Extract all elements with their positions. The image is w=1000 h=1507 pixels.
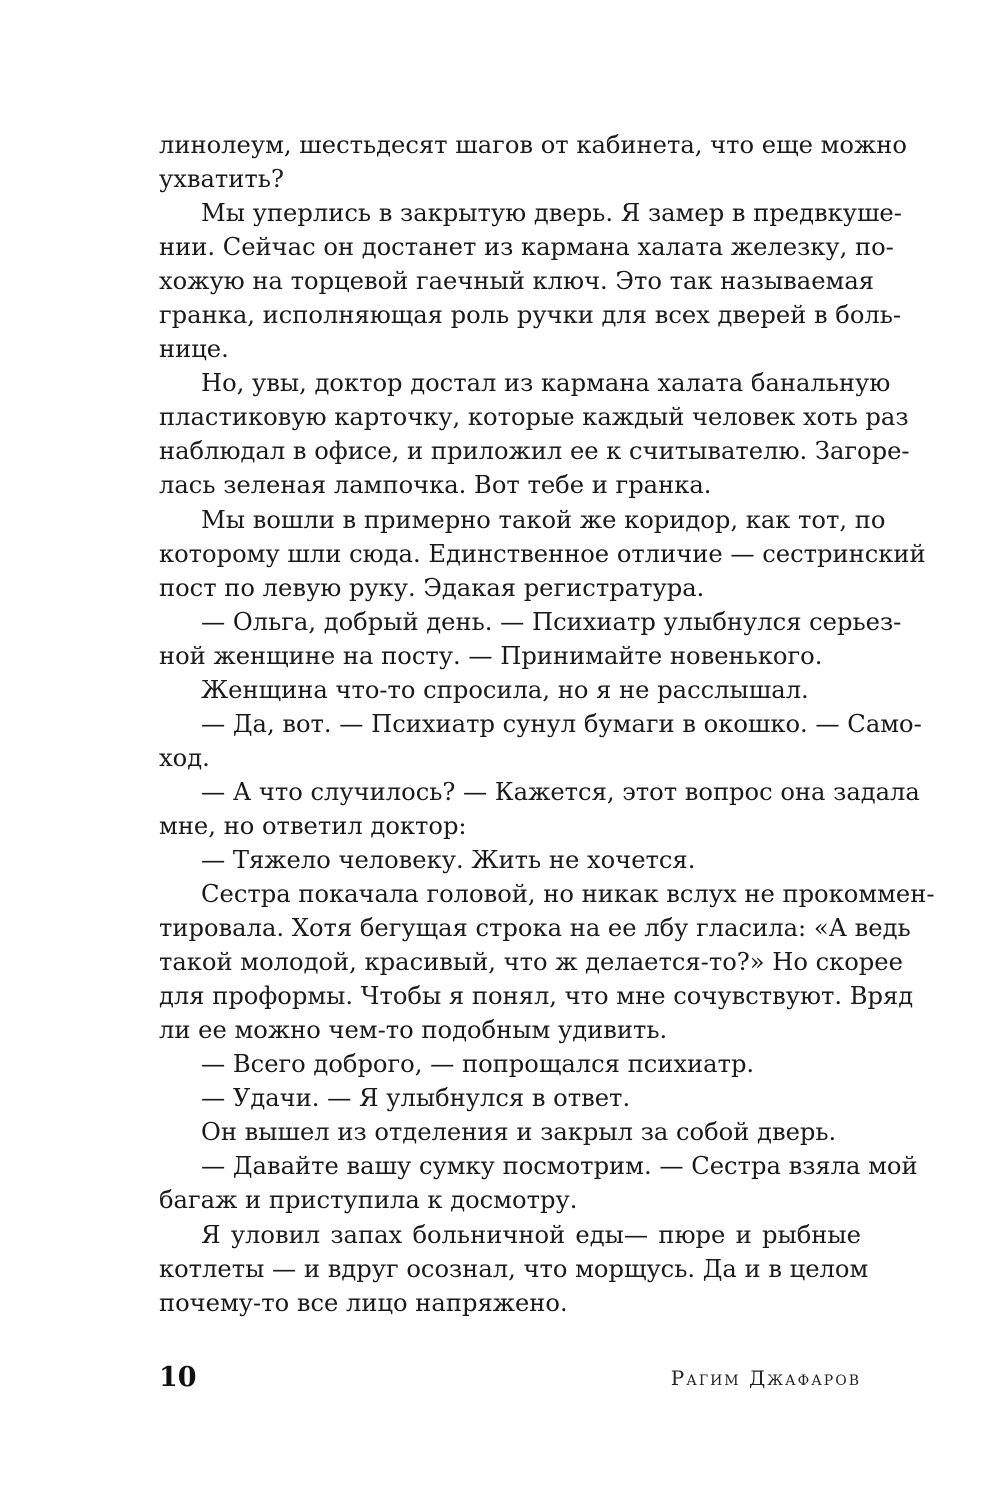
text-line: котлеты — и вдруг осознал, что морщусь. Да и в целом <box>159 1254 869 1283</box>
page-number: 10 <box>159 1362 197 1393</box>
text-line: — Удачи. — Я улыбнулся в ответ. <box>201 1084 631 1113</box>
paragraph <box>159 843 861 877</box>
text-line: мне, но ответил доктор: <box>159 811 467 840</box>
text-line: почему-то все лицо напряжено. <box>159 1288 568 1317</box>
text-line: тировала. Хотя бегущая строка на ее лбу гласила: «А ведь <box>159 914 911 943</box>
text-line: Я уловил запах больничной еды— пюре и рыбные <box>201 1220 861 1249</box>
text-line: — Давайте вашу сумку посмотрим. — Сестра взяла мой <box>201 1152 918 1181</box>
text-line: Но, увы, доктор достал из кармана халата банальную <box>201 369 891 398</box>
body-text <box>159 128 935 1320</box>
text-line: нице. <box>159 335 229 364</box>
paragraph <box>159 1081 861 1115</box>
paragraph <box>159 673 861 707</box>
paragraph <box>159 605 902 673</box>
text-line: такой молодой, красивый, что ж делается-то?» Но скорее <box>159 948 903 977</box>
paragraph <box>159 128 907 196</box>
text-line: нии. Сейчас он достанет из кармана халата железку, по- <box>159 233 894 262</box>
paragraph <box>159 707 922 775</box>
text-line: ли ее можно чем-то подобным удивить. <box>159 1016 668 1045</box>
text-line: Мы вошли в примерно такой же коридор, как тот, по <box>201 505 886 534</box>
text-line: лась зеленая лампочка. Вот тебе и гранка. <box>159 471 712 500</box>
text-line: наблюдал в офисе, и приложил ее к считывателю. Загоре- <box>159 437 910 466</box>
text-line: — Ольга, добрый день. — Психиатр улыбнулся серьез- <box>201 607 902 636</box>
text-line: пластиковую карточку, которые каждый человек хоть раз <box>159 403 909 432</box>
text-line: — Да, вот. — Психиатр сунул бумаги в окошко. — Само- <box>201 709 922 738</box>
paragraph <box>159 1218 869 1320</box>
text-line: — Всего доброго, — попрощался психиатр. <box>201 1050 755 1079</box>
text-line: линолеум, шестьдесят шагов от кабинета, что еще можно <box>159 131 907 159</box>
paragraph <box>159 366 910 502</box>
text-line: багаж и приступила к досмотру. <box>159 1186 578 1215</box>
text-line: Женщина что-то спросила, но я не расслышал. <box>201 675 809 704</box>
text-line: ход. <box>159 743 210 772</box>
page-footer <box>159 1358 861 1398</box>
text-line: Сестра покачала головой, но никак вслух не прокоммен- <box>201 880 935 909</box>
paragraph <box>159 196 902 366</box>
text-line: хожую на торцевой гаечный ключ. Это так называемая <box>159 267 875 296</box>
text-line: пост по левую руку. Эдакая регистратура. <box>159 573 705 602</box>
text-line: которому шли сюда. Единственное отличие — сестринский <box>159 539 926 568</box>
text-line: гранка, исполняющая роль ручки для всех дверей в боль- <box>159 301 902 330</box>
text-line: Он вышел из отделения и закрыл за собой дверь. <box>201 1118 837 1147</box>
paragraph <box>159 503 926 605</box>
paragraph <box>159 1115 861 1149</box>
paragraph <box>159 1149 918 1217</box>
paragraph <box>159 1047 861 1081</box>
running-author: Рагим Джафаров <box>670 1366 861 1390</box>
text-line: для проформы. Чтобы я понял, что мне сочувствуют. Вряд <box>159 982 914 1011</box>
paragraph <box>159 775 920 843</box>
text-line: — А что случилось? — Кажется, этот вопрос она задала <box>201 777 920 806</box>
text-line: ухватить? <box>159 165 284 194</box>
paragraph <box>159 877 935 1047</box>
text-line: — Тяжело человеку. Жить не хочется. <box>201 845 696 874</box>
text-line: ной женщине на посту. — Принимайте новенького. <box>159 641 823 670</box>
text-line: Мы уперлись в закрытую дверь. Я замер в предвкуше- <box>201 199 902 228</box>
